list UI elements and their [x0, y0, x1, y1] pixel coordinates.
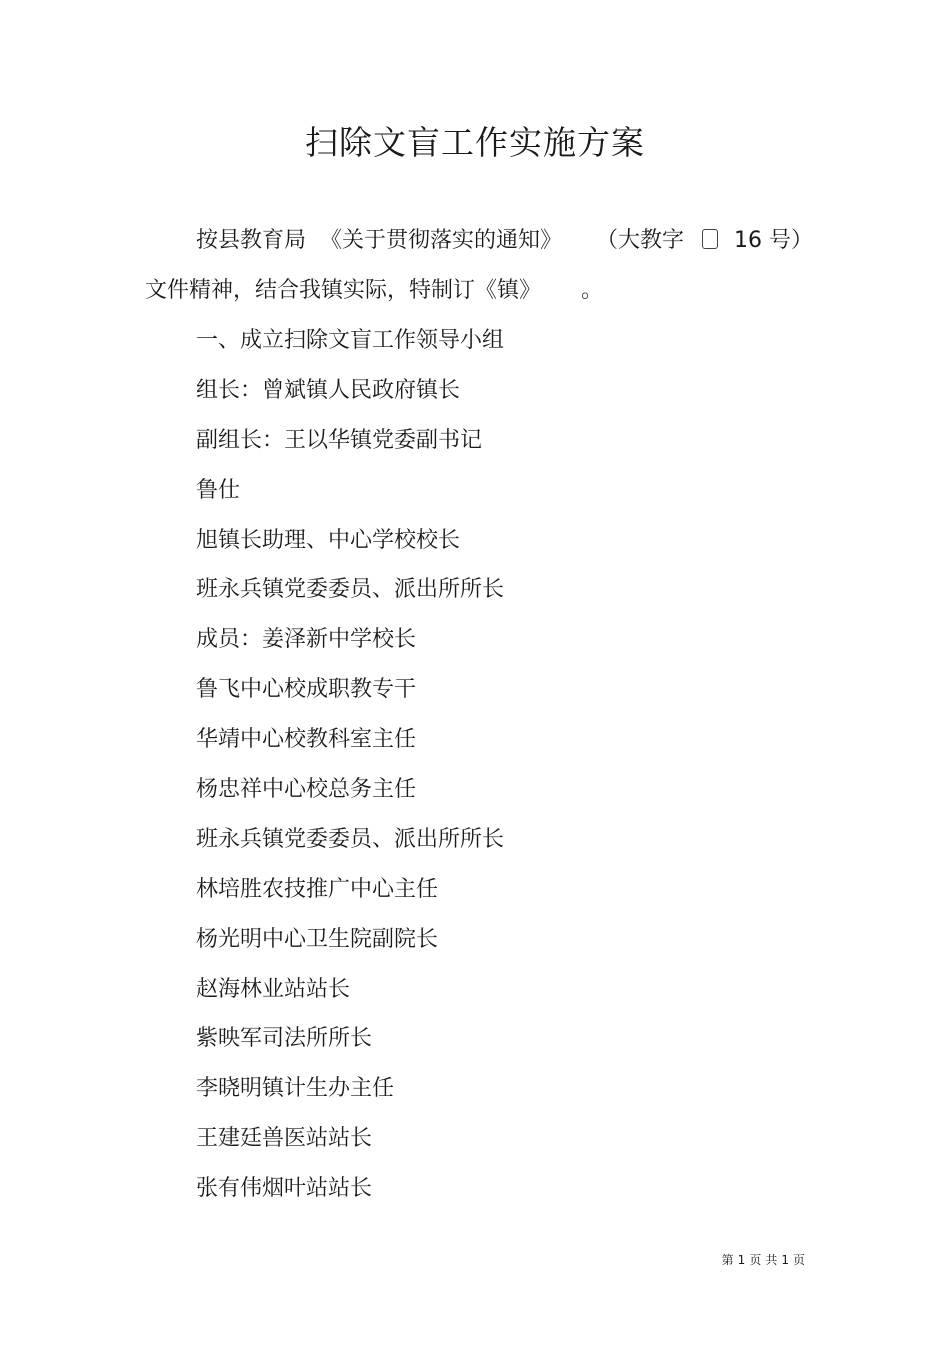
footer-total-pages: 1: [781, 1253, 789, 1267]
member-list: [196, 326, 504, 1224]
list-item: 杨忠祥中心校总务主任: [196, 777, 417, 803]
list-item: 班永兵镇党委委员、派出所所长: [196, 577, 505, 603]
notice-title: 《关于贯彻落实的通知》: [320, 228, 563, 253]
list-item: 王建廷兽医站站长: [196, 1126, 373, 1152]
footer-label-di: 第: [721, 1253, 734, 1267]
year-bracket-icon: [702, 229, 718, 249]
list-item: 成员：姜泽新中学校长: [196, 627, 417, 653]
document-title: 扫除文盲工作实施方案: [305, 123, 645, 162]
list-item: 杨光明中心卫生院副院长: [196, 926, 439, 952]
footer-label-gong: 共: [765, 1253, 778, 1267]
list-item: 组长：曾斌镇人民政府镇长: [196, 377, 461, 403]
list-item: 赵海林业站站长: [196, 976, 351, 1002]
doc-number: 16 号）: [734, 228, 814, 253]
intro-prefix: 按县教育局: [196, 228, 307, 253]
intro-end-mark: 。: [581, 278, 604, 303]
list-item: 紫映军司法所所长: [196, 1026, 373, 1052]
list-item: 鲁飞中心校成职教专干: [196, 677, 417, 703]
list-item: 班永兵镇党委委员、派出所所长: [196, 826, 505, 852]
doc-number-prefix: （大教字: [596, 228, 685, 253]
list-item: 李晓明镇计生办主任: [196, 1076, 395, 1102]
intro-paragraph-line-2: [145, 276, 603, 306]
list-item: 旭镇长助理、中心学校校长: [196, 527, 461, 553]
intro-body: 文件精神，结合我镇实际，特制订《镇》: [145, 278, 542, 303]
list-item: 鲁仕: [196, 477, 241, 503]
list-item: 一、成立扫除文盲工作领导小组: [196, 328, 505, 353]
list-item: 张有伟烟叶站站长: [196, 1176, 373, 1202]
footer-label-ye2: 页: [792, 1253, 805, 1267]
intro-paragraph-line-1: [196, 226, 813, 256]
footer-label-ye: 页: [749, 1253, 762, 1267]
list-item: 副组长：王以华镇党委副书记: [196, 427, 483, 453]
list-item: 林培胜农技推广中心主任: [196, 876, 439, 902]
list-item: 华靖中心校教科室主任: [196, 727, 417, 753]
page-footer: [718, 1252, 805, 1268]
footer-page-number: 1: [737, 1253, 746, 1267]
